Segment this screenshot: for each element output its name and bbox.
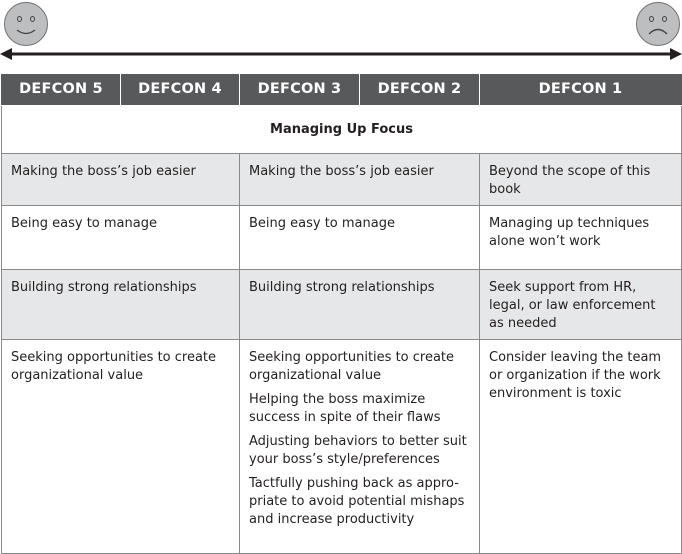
cell-text: Seeking opportunities to create organizational value — [11, 349, 217, 383]
table-row — [2, 269, 682, 339]
sad-face-icon — [636, 2, 680, 46]
smile-mouth-icon — [4, 2, 48, 46]
cell-text: Adjusting behaviors to better suit your boss’s style/preferences — [249, 433, 467, 467]
table-row — [2, 153, 682, 205]
header-defcon-2: DEFCON 2 — [360, 74, 480, 105]
header-defcon-5: DEFCON 5 — [2, 74, 121, 105]
cell-text: Seeking opportunities to create organizational value — [249, 349, 455, 383]
cell-text: Building strong relationships — [11, 279, 197, 295]
frown-mouth-icon — [636, 2, 680, 46]
header-defcon-1: DEFCON 1 — [480, 74, 682, 105]
scale-arrow-icon — [0, 44, 682, 64]
cell-text: Making the boss’s job easier — [249, 163, 434, 179]
cell-text: Being easy to manage — [11, 215, 157, 231]
header-defcon-3: DEFCON 3 — [240, 74, 360, 105]
cell-text: Being easy to manage — [249, 215, 395, 231]
defcon-table — [1, 74, 682, 554]
cell-text: Tactfully pushing back as appro-priate to avoid potential mishaps and increase productivity — [249, 475, 465, 527]
smiley-face-icon — [4, 2, 48, 46]
focus-title: Managing Up Focus — [2, 105, 682, 153]
cell-text: Seek support from HR, legal, or law enforcement as needed — [489, 279, 656, 331]
cell-text: Building strong relationships — [249, 279, 435, 295]
header-row — [2, 74, 682, 105]
cell-text: Managing up techniques alone won’t work — [489, 215, 650, 249]
table-row — [2, 205, 682, 269]
header-defcon-4: DEFCON 4 — [121, 74, 240, 105]
focus-row — [2, 105, 682, 153]
cell-text: Consider leaving the team or organization if the work environment is toxic — [489, 349, 662, 401]
cell-text: Making the boss’s job easier — [11, 163, 196, 179]
cell-text: Beyond the scope of this book — [489, 163, 651, 197]
table-row — [2, 339, 682, 553]
cell-text: Helping the boss maximize success in spite of their flaws — [249, 391, 441, 425]
